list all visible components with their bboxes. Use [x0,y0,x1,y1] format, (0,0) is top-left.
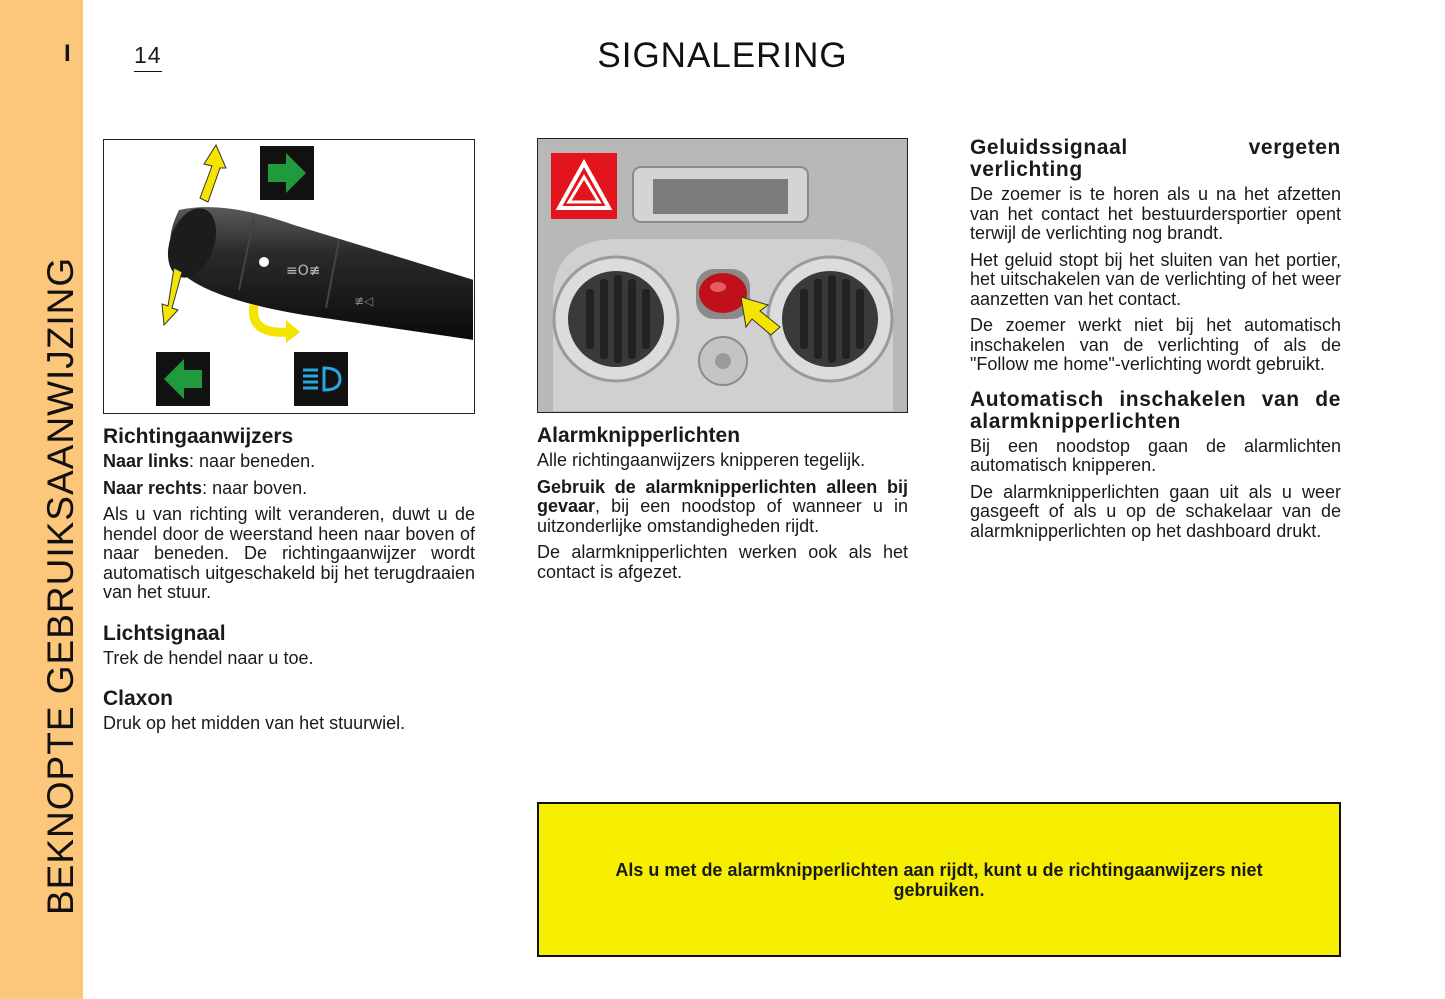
warning-text: Als u met de alarmknipperlichten aan rijdt, kunt u de richtingaanwijzers niet gebruiken. [615,859,1263,900]
page-number: 14 [134,42,162,72]
right-turn-signal-icon [260,146,314,200]
buzzer-paragraph-3: De zoemer werkt niet bij het automatisch inschakelen van de verlichting of als de "Follow me home"-verlichting wordt gebruikt. [970,315,1341,374]
hazard-bold-text: Gebruik de alarmknipperlichten alleen bij gevaar [537,476,908,516]
right-text: : naar boven. [202,477,308,498]
lichtsignaal-paragraph: Trek de hendel naar u toe. [103,647,314,668]
left-signal-line [103,452,475,472]
heading-richtingaanwijzers: Richtingaanwijzers [103,425,294,448]
left-text: : naar beneden. [189,451,316,471]
stalk-drawing [104,140,473,412]
sidebar-vertical-title: BEKNOPTE GEBRUIKSAANWIJZING [40,256,81,915]
right-label: Naar rechts [103,477,203,498]
heading-claxon: Claxon [103,687,174,710]
hazard-paragraph-3: De alarmknipperlichten werken ook als het contact is afgezet. [537,542,908,582]
dashboard-knob [699,337,747,385]
dashboard-drawing [538,139,906,411]
section-marker: I [64,40,71,67]
auto-hazard-paragraph-1: Bij een noodstop gaan de alarmlichten automatisch knipperen. [970,435,1341,475]
middle-column [537,425,908,589]
indicator-stalk-illustration [103,139,475,414]
left-turn-signal-icon [156,352,210,406]
auto-hazard-paragraph-2: De alarmknipperlichten gaan uit als u weer gasgeeft of als u op de schakelaar van de alarmknipperlichten op het dashboard drukt. [970,481,1341,541]
svg-text:≢◁: ≢◁ [354,294,374,308]
buzzer-paragraph-2: Het geluid stopt bij het sluiten van het portier, het uitschakelen van de verlichting of het weer aanzetten van het contact. [970,249,1341,309]
heading-geluidssignaal: Geluidssignaal vergeten verlichting [970,136,1341,181]
right-signal-line [103,479,475,499]
indicator-paragraph: Als u van richting wilt veranderen, duwt u de hendel door de weerstand heen naar boven of naar beneden. De richtingaanwijzer wordt automatisch uitgeschakeld bij het terugdraaien van het stuur. [103,504,475,602]
heading-alarmknipperlichten: Alarmknipperlichten [537,424,741,447]
hazard-paragraph-2 [537,478,908,537]
heading-automatisch-inschakelen: Automatisch inschakelen van de alarmknipperlichten [970,387,1341,433]
right-air-vent [768,257,892,381]
claxon-paragraph: Druk op het midden van het stuurwiel. [103,713,406,733]
buzzer-paragraph-1: De zoemer is te horen als u na het afzetten van het contact het bestuurdersportier opent terwijl de verlichting nog brandt. [970,184,1341,243]
headlight-flash-icon [294,352,348,406]
hazard-normal-text: , bij een noodstop of wanneer u in uitzonderlijke omstandigheden rijdt. [537,496,908,536]
left-column [103,426,475,741]
right-column [970,137,1341,548]
hazard-paragraph-1: Alle richtingaanwijzers knipperen tegelijk. [537,450,866,470]
down-arrow-icon [162,268,182,325]
page-title: SIGNALERING [597,36,848,75]
heading-lichtsignaal: Lichtsignaal [103,621,226,645]
left-label: Naar links [103,451,190,471]
hazard-switch-button [696,269,750,319]
up-arrow-icon [200,145,226,202]
hazard-switch-illustration [537,138,908,413]
left-air-vent [554,257,678,381]
display-screen [653,179,788,214]
hazard-warning-icon [551,153,617,219]
svg-text:≡O≢: ≡O≢ [286,263,321,279]
sidebar-tab [0,0,83,999]
warning-box [537,802,1341,957]
